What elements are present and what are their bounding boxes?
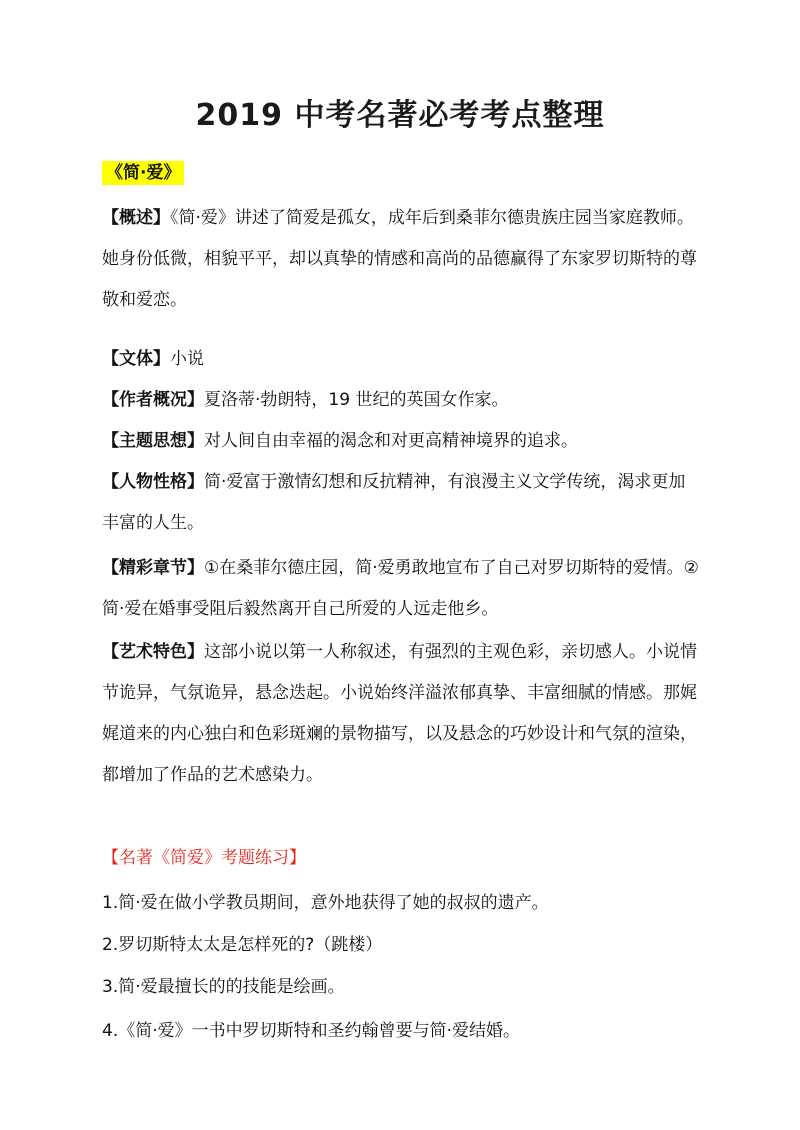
- art-label: 【艺术特色】: [102, 642, 204, 662]
- art-paragraph: [102, 632, 702, 796]
- question-item: 4.《简·爱》一书中罗切斯特和圣约翰曾要与简·爱结婚。: [102, 1021, 521, 1041]
- book-title-highlight: 《简·爱》: [102, 161, 184, 185]
- chapters-text: ①在桑菲尔德庄园，简·爱勇敢地宣布了自己对罗切斯特的爱情。②简·爱在婚事受阻后毅然离开自己所爱的人远走他乡。: [102, 558, 699, 619]
- theme-label: 【主题思想】: [102, 431, 204, 451]
- genre-paragraph: [102, 339, 702, 380]
- genre-label: 【文体】: [102, 349, 170, 369]
- author-label: 【作者概况】: [102, 390, 204, 410]
- overview-paragraph: [102, 198, 702, 321]
- overview-text: 《简·爱》讲述了简爱是孤女，成年后到桑菲尔德贵族庄园当家庭教师。她身份低微，相貌平平，却以真挚的情感和高尚的品德赢得了东家罗切斯特的尊敬和爱恋。: [102, 208, 697, 310]
- question-item: 2.罗切斯特太太是怎样死的?（跳楼）: [102, 935, 383, 955]
- character-label: 【人物性格】: [102, 472, 204, 492]
- art-text: 这部小说以第一人称叙述，有强烈的主观色彩，亲切感人。小说情节诡异，气氛诡异，悬念迭起。小说始终洋溢浓郁真挚、丰富细腻的情感。那娓娓道来的内心独白和色彩斑斓的景物描写，以及悬念的巧妙设计和气氛的渲染，都增加了作品的艺术感染力。: [102, 642, 697, 785]
- page-title: 2019 中考名著必考考点整理: [195, 98, 605, 133]
- author-paragraph: [102, 380, 702, 421]
- author-text: 夏洛蒂·勃朗特，19 世纪的英国女作家。: [204, 390, 509, 410]
- overview-label: 【概述】: [102, 208, 170, 228]
- character-text: 简·爱富于激情幻想和反抗精神，有浪漫主义文学传统，渴求更加丰富的人生。: [102, 472, 686, 533]
- genre-text: 小说: [170, 349, 204, 369]
- question-item: 3.简·爱最擅长的的技能是绘画。: [102, 977, 345, 997]
- question-item: 1.简·爱在做小学教员期间，意外地获得了她的叔叔的遗产。: [102, 893, 549, 913]
- chapters-paragraph: [102, 548, 702, 630]
- practice-heading: 【名著《简爱》考题练习】: [102, 848, 306, 868]
- theme-paragraph: [102, 421, 702, 462]
- chapters-label: 【精彩章节】: [102, 558, 204, 578]
- theme-text: 对人间自由幸福的渴念和对更高精神境界的追求。: [204, 431, 578, 451]
- character-paragraph: [102, 462, 702, 544]
